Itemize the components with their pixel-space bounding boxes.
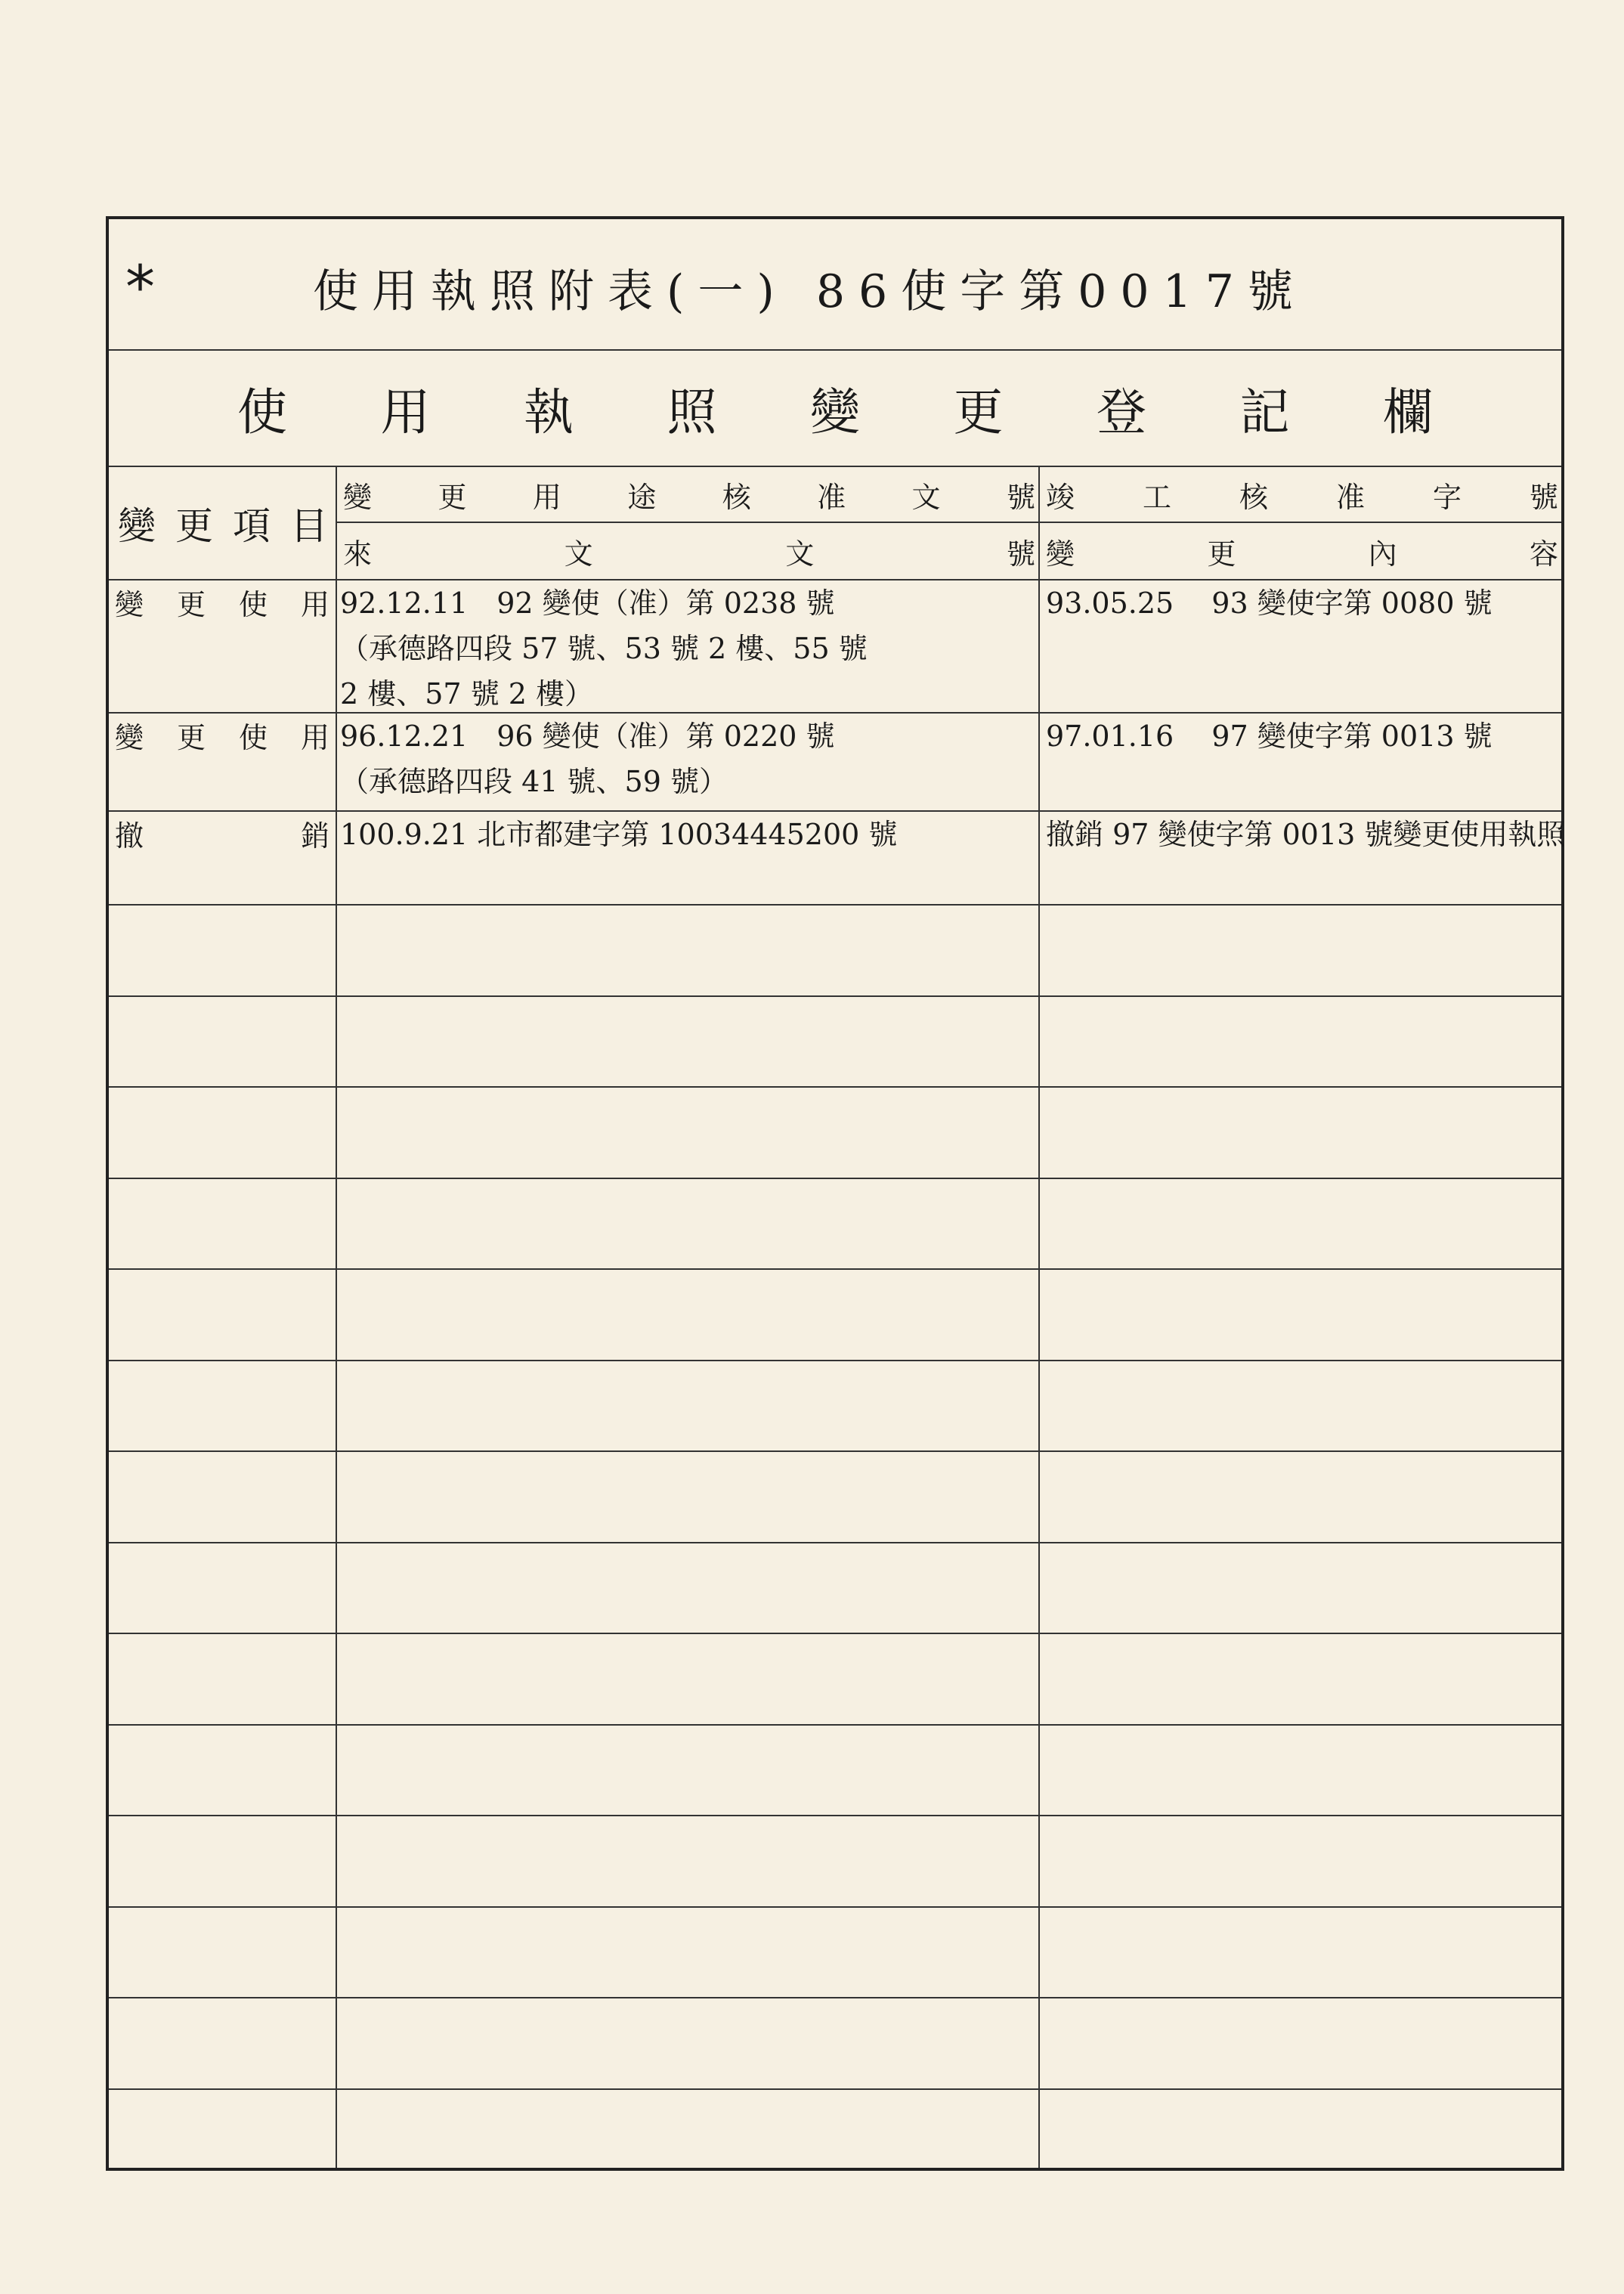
- header-char: 號: [1529, 480, 1558, 514]
- header-letter-number: [339, 523, 1040, 579]
- header-completion-number: [1041, 467, 1563, 522]
- row-letter-number: [340, 812, 897, 857]
- header-char: 變: [1046, 537, 1075, 571]
- row-change-content: [1046, 714, 1493, 759]
- row-change-item: [109, 579, 336, 624]
- section-title-char: 欄: [1383, 382, 1433, 441]
- empty-row-divider: [109, 1450, 1561, 1452]
- header-char: 文: [564, 537, 593, 571]
- empty-row-divider: [109, 1997, 1561, 1998]
- header-char: 竣: [1046, 480, 1075, 514]
- section-title: [109, 349, 1561, 466]
- row-item-char: 撤: [115, 819, 144, 853]
- header-char: 用: [532, 480, 561, 514]
- row-item-char: 用: [300, 587, 329, 621]
- column-divider: [1038, 466, 1040, 2168]
- row-divider: [109, 904, 1561, 906]
- row-change-item: [109, 810, 336, 856]
- row-change-item: [109, 712, 336, 757]
- header-change-item: [109, 466, 337, 580]
- header-char: 核: [722, 480, 751, 514]
- section-title-char: 用: [380, 382, 431, 441]
- row-content-line: 97.01.16 97 變使字第 0013 號: [1046, 720, 1493, 753]
- empty-row-divider: [109, 1086, 1561, 1088]
- header-char: 更: [438, 480, 467, 514]
- empty-row-divider: [109, 1178, 1561, 1179]
- row-content-line: 撤銷 97 變使字第 0013 號變更使用執照: [1046, 818, 1566, 851]
- header-approval-number: [339, 467, 1040, 522]
- header-char: 目: [290, 504, 328, 548]
- section-title-char: 照: [667, 382, 717, 441]
- empty-row-divider: [109, 1268, 1561, 1270]
- row-change-content: [1046, 580, 1493, 626]
- row-item-char: 變: [115, 720, 144, 754]
- empty-row-divider: [109, 1815, 1561, 1816]
- header-char: 准: [817, 480, 846, 514]
- header-char: 變: [118, 504, 156, 548]
- header-char: 更: [175, 504, 213, 548]
- empty-row-divider: [109, 995, 1561, 997]
- column-divider: [336, 466, 337, 2168]
- header-char: 工: [1142, 480, 1171, 514]
- header-char: 文: [785, 537, 815, 571]
- header-char: 字: [1432, 480, 1462, 514]
- row-letter-line: （承德路四段 57 號、53 號 2 樓、55 號: [340, 632, 868, 665]
- row-letter-line: 100.9.21 北市都建字第 10034445200 號: [340, 818, 898, 851]
- row-item-char: 變: [115, 587, 144, 621]
- title-star: *: [125, 254, 155, 322]
- empty-row-divider: [109, 1906, 1561, 1908]
- section-title-char: 使: [237, 382, 287, 441]
- header-char: 內: [1368, 537, 1397, 571]
- row-item-char: 更: [176, 720, 206, 754]
- header-char: 容: [1529, 537, 1558, 571]
- page-title: 使用執照附表(一) 86使字第0017號: [313, 265, 1307, 318]
- header-change-content: [1041, 523, 1563, 579]
- section-title-char: 變: [810, 382, 860, 441]
- empty-row-divider: [109, 1633, 1561, 1634]
- empty-row-divider: [109, 1724, 1561, 1726]
- row-item-char: 銷: [300, 819, 329, 853]
- row-letter-line: 2 樓、57 號 2 樓）: [340, 677, 594, 710]
- row-letter-number: [340, 580, 868, 717]
- row-change-content: [1046, 812, 1565, 857]
- header-char: 變: [343, 480, 373, 514]
- header-char: 更: [1207, 537, 1236, 571]
- empty-row-divider: [109, 2088, 1561, 2090]
- row-content-line: 93.05.25 93 變使字第 0080 號: [1046, 587, 1493, 620]
- divider: [337, 522, 1561, 523]
- empty-row-divider: [109, 1542, 1561, 1543]
- header-char: 核: [1239, 480, 1268, 514]
- row-letter-line: 96.12.21 96 變使（准）第 0220 號: [340, 720, 835, 753]
- header-char: 途: [627, 480, 657, 514]
- header-char: 文: [911, 480, 941, 514]
- section-title-char: 登: [1097, 382, 1146, 441]
- license-table: [106, 216, 1564, 2171]
- row-item-char: 更: [176, 587, 206, 621]
- header-char: 准: [1335, 480, 1365, 514]
- row-item-char: 使: [238, 720, 268, 754]
- row-item-char: 用: [300, 720, 329, 754]
- row-letter-line: （承德路四段 41 號、59 號）: [340, 765, 728, 798]
- header-char: 來: [343, 537, 373, 571]
- header-char: 號: [1006, 537, 1035, 571]
- row-item-char: 使: [238, 587, 268, 621]
- row-letter-number: [340, 714, 835, 804]
- empty-row-divider: [109, 1360, 1561, 1361]
- section-title-char: 執: [524, 382, 574, 441]
- section-title-char: 更: [953, 382, 1004, 441]
- header-char: 項: [233, 504, 271, 548]
- section-title-char: 記: [1239, 382, 1290, 441]
- header-char: 號: [1006, 480, 1035, 514]
- row-letter-line: 92.12.11 92 變使（准）第 0238 號: [340, 587, 835, 620]
